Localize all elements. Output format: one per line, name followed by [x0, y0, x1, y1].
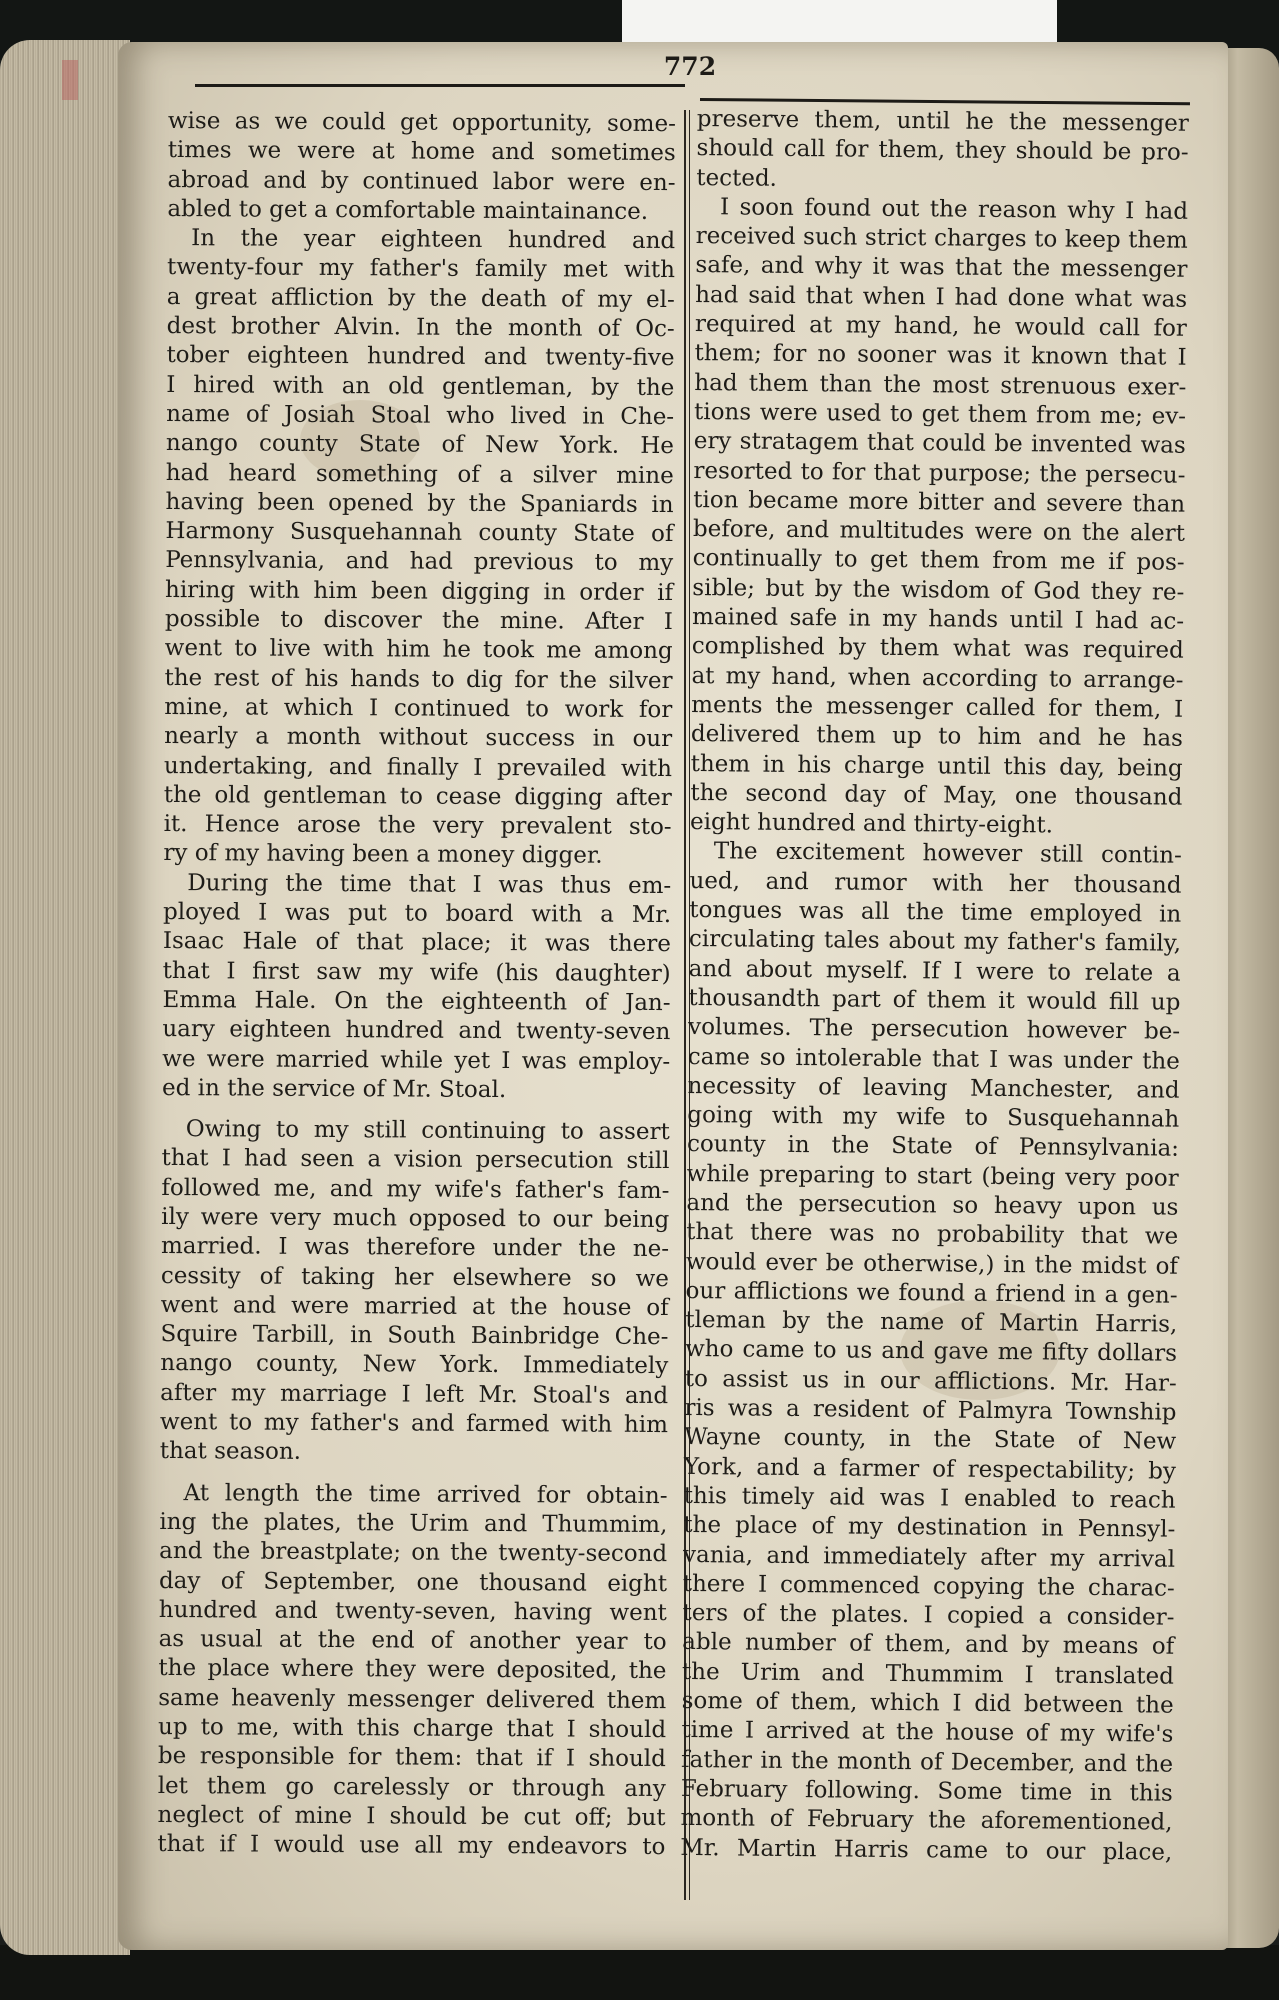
text-line: nango county, New York. Immediately — [160, 1350, 669, 1380]
text-line: time I arrived at the house of my wife's — [681, 1717, 1174, 1748]
text-line: day of September, one thousand eight — [158, 1567, 668, 1597]
text-line: and the persecution so heavy upon us — [686, 1189, 1179, 1221]
text-line: went and were married at the house of — [160, 1291, 669, 1321]
text-line: Harmony Susquehannah county State of — [165, 518, 674, 548]
page-number: 772 — [663, 52, 717, 81]
text-line: and the breastplate; on the twenty-second — [159, 1538, 668, 1568]
text-line: necessity of leaving Manchester, and — [687, 1072, 1180, 1104]
text-line: some of them, which I did between the — [681, 1687, 1174, 1719]
text-line: and about myself. If I were to relate a — [688, 955, 1181, 987]
text-line: thousandth part of them it would fill up — [688, 984, 1181, 1016]
text-line: a great affliction by the death of my el- — [166, 283, 675, 313]
text-line: the Urim and Thummim I translated — [681, 1658, 1175, 1690]
text-line: I hired with an old gentleman, by the — [166, 371, 675, 401]
text-line: that if I would use all my endeavors to — [157, 1831, 666, 1861]
text-line: ployed I was put to board with a Mr. — [163, 899, 672, 929]
right-text-column — [680, 105, 1189, 1867]
text-line: eight hundred and thirty-eight. — [689, 809, 1054, 839]
text-line: followed me, and my wife's father's fam- — [161, 1174, 670, 1204]
book-page-edges-left — [0, 40, 130, 1955]
text-line: dest brother Alvin. In the month of Oc- — [166, 313, 675, 343]
text-line: Wayne county, in the State of New — [684, 1424, 1177, 1456]
text-line: ments the messenger called for them, I — [691, 691, 1184, 723]
text-line: In the year eighteen hundred and — [191, 225, 676, 255]
text-line: them; for no sooner was it known that I — [694, 340, 1187, 372]
text-line: the place of my destination in Pennsyl- — [683, 1512, 1176, 1543]
text-line: tion became more bitter and severe than — [693, 486, 1186, 518]
text-line: hiring with him been digging in order if — [164, 576, 674, 606]
text-line: name of Josiah Stoal who lived in Che- — [166, 400, 675, 431]
text-line: who came to us and gave me fifty dollars — [684, 1336, 1178, 1368]
text-line: tober eighteen hundred and twenty-five — [166, 342, 675, 372]
text-line: let them go carelessly or through any — [157, 1772, 666, 1802]
text-line: received such strict charges to keep them — [695, 223, 1188, 254]
text-line: ily were very much opposed to our being — [161, 1203, 670, 1234]
text-line: the place where they were deposited, the — [158, 1655, 667, 1685]
text-line: that I had seen a vision persecution still — [161, 1145, 670, 1175]
text-line: nango county State of New York. He — [165, 430, 675, 460]
text-line: that I first saw my wife (his daughter) — [162, 957, 671, 987]
text-line: uary eighteen hundred and twenty-seven — [162, 1016, 671, 1046]
text-line: wise as we could get opportunity, some- — [167, 107, 676, 138]
text-line: sible; but by the wisdom of God they re- — [692, 574, 1185, 606]
text-line: as usual at the end of another year to — [158, 1626, 667, 1656]
text-line: having been opened by the Spaniards in — [165, 488, 674, 518]
text-line: York, and a farmer of respectability; by — [683, 1453, 1177, 1485]
text-line: tected. — [696, 164, 778, 192]
text-line: there I commenced copying the charac- — [682, 1570, 1175, 1602]
text-line: our afflictions we found a friend in a gen- — [685, 1277, 1178, 1309]
text-line: Pennsylvania, and had previous to my — [165, 547, 674, 577]
text-line: vania, and immediately after my arrival — [682, 1541, 1176, 1573]
text-line: month of February the aforementioned, — [680, 1805, 1173, 1836]
text-line: tongues was all the time employed in — [689, 896, 1182, 928]
text-line: that there was no probability that we — [686, 1219, 1179, 1250]
left-text-column — [157, 107, 676, 1863]
text-line: safe, and why it was that the messenger — [695, 252, 1188, 284]
text-line: this timely aid was I enabled to reach — [683, 1482, 1176, 1514]
text-line: During the time that I was thus em- — [187, 869, 672, 899]
text-line: delivered them up to him and he has — [690, 721, 1184, 752]
text-line: went to live with him he took me among — [164, 635, 673, 665]
page-edge-stain — [62, 60, 78, 100]
text-line: possible to discover the mine. After I — [164, 606, 673, 636]
text-line: ters of the plates. I copied a consider- — [682, 1600, 1175, 1631]
text-line: times we were at home and sometimes — [167, 137, 676, 167]
text-line: mained safe in my hands until I had ac- — [691, 604, 1185, 635]
text-line: The excitement however still contin- — [713, 838, 1182, 870]
text-line: while preparing to start (being very poor — [686, 1160, 1179, 1192]
text-line: cessity of taking her elsewhere so we — [160, 1262, 669, 1292]
text-line: hundred and twenty-seven, having went — [158, 1596, 667, 1626]
text-line: had heard something of a silver mine — [165, 459, 674, 489]
text-line: ry of my having been a money digger. — [163, 840, 603, 870]
text-line: complished by them what was required — [691, 633, 1184, 665]
text-line: the old gentleman to cease digging after — [163, 781, 672, 811]
text-line: ery stratagem that could be invented was — [693, 428, 1186, 459]
text-line: twenty-four my father's family met with — [166, 254, 676, 284]
text-line: I soon found out the reason why I had — [719, 194, 1189, 225]
text-line: same heavenly messenger delivered them — [158, 1684, 667, 1714]
text-line: volumes. The persecution however be- — [688, 1014, 1181, 1045]
text-line: mine, at which I continued to work for — [164, 693, 673, 724]
text-line: father in the month of December, and the — [680, 1746, 1174, 1778]
text-line: nearly a month without success in our — [164, 723, 673, 753]
text-line: should call for them, they should be pro- — [696, 135, 1189, 167]
text-line: the second day of May, one thousand — [690, 779, 1183, 811]
text-line: Owing to my still continuing to assert — [185, 1116, 670, 1146]
text-line: ing the plates, the Urim and Thummim, — [159, 1508, 668, 1539]
text-line: abled to get a comfortable maintainance. — [167, 195, 649, 225]
text-line: to assist us in our afflictions. Mr. Har- — [684, 1365, 1177, 1397]
text-line: that season. — [159, 1438, 302, 1466]
text-line: at my hand, when according to arrange- — [691, 662, 1184, 694]
text-line: ued, and rumor with her thousand — [689, 867, 1182, 899]
text-line: continually to get them from me if pos- — [692, 545, 1185, 577]
text-line: county in the State of Pennsylvania: — [686, 1131, 1180, 1163]
text-line: required at my hand, he would call for — [694, 311, 1187, 342]
text-line: we were married while yet I was employ- — [162, 1045, 671, 1075]
text-line: went to my father's and farmed with him — [159, 1409, 669, 1439]
text-line: the rest of his hands to dig for the silver — [164, 664, 673, 694]
text-line: had them than the most strenuous exer- — [694, 369, 1187, 401]
text-line: after my marriage I left Mr. Stoal's and — [160, 1379, 669, 1409]
text-line: undertaking, and finally I prevailed with — [163, 752, 673, 782]
text-line: them in his charge until this day, being — [690, 750, 1183, 782]
text-line: it. Hence arose the very prevalent sto- — [163, 811, 672, 841]
scan-top-white-patch — [622, 0, 1057, 48]
text-line: resorted to for that purpose; the persecu- — [693, 457, 1186, 489]
text-line: preserve them, until he the messenger — [696, 105, 1189, 137]
text-line: ris was a resident of Palmyra Township — [684, 1395, 1177, 1426]
text-line: Mr. Martin Harris came to our place, — [680, 1834, 1173, 1866]
text-line: tions were used to get them from me; ev- — [693, 398, 1187, 430]
text-line: be responsible for them: that if I should — [157, 1743, 666, 1773]
text-line: able number of them, and by means of — [682, 1629, 1175, 1661]
text-line: ed in the service of Mr. Stoal. — [161, 1074, 507, 1103]
text-line: had said that when I had done what was — [695, 281, 1188, 313]
text-line: married. I was therefore under the ne- — [160, 1233, 670, 1263]
header-rule-left — [195, 84, 685, 87]
text-line: tleman by the name of Martin Harris, — [685, 1307, 1178, 1338]
scan-bottom-border — [0, 1945, 1279, 2000]
text-line: before, and multitudes were on the alert — [692, 516, 1186, 547]
text-line: February following. Some time in this — [680, 1775, 1173, 1807]
text-line: Emma Hale. On the eighteenth of Jan- — [162, 986, 671, 1016]
text-line: neglect of mine I should be cut off; but — [157, 1801, 666, 1831]
text-line: going with my wife to Susquehannah — [687, 1102, 1180, 1133]
text-line: Isaac Hale of that place; it was there — [162, 928, 671, 958]
text-line: came so intolerable that I was under the — [687, 1043, 1180, 1075]
text-line: Squire Tarbill, in South Bainbridge Che- — [160, 1321, 669, 1351]
text-line: would ever be otherwise,) in the midst of — [685, 1248, 1178, 1280]
text-line: up to me, with this charge that I should — [158, 1714, 667, 1744]
text-line: At length the time arrived for obtain- — [183, 1479, 668, 1509]
text-line: circulating tales about my father's family, — [688, 926, 1182, 957]
text-line: abroad and by continued labor were en- — [167, 166, 676, 196]
